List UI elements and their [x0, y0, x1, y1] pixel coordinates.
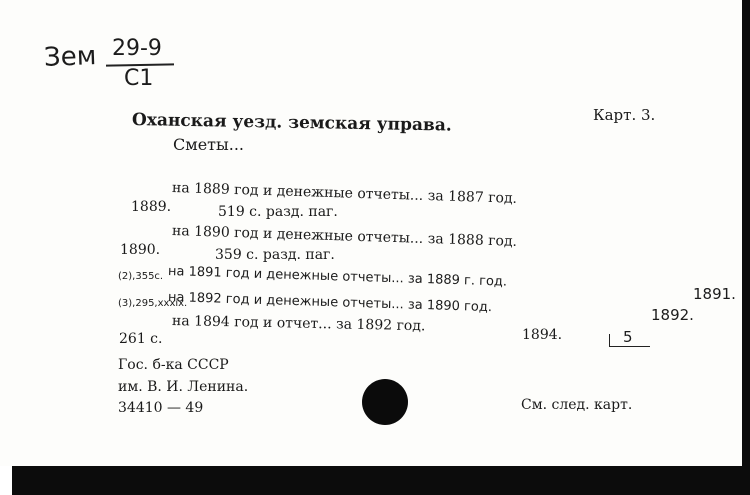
box-number: 5	[623, 328, 633, 346]
shelfmark-prefix: Зем	[43, 41, 97, 73]
library-line: Гос. б-ка СССР	[118, 357, 229, 373]
scan-border-bottom	[12, 466, 750, 495]
entry-pages: 359 с. разд. паг.	[215, 247, 335, 263]
card-subtitle: Сметы...	[173, 135, 244, 154]
entry-year: 1890.	[120, 242, 161, 258]
card-title: Оханская уезд. земская управа.	[131, 110, 452, 136]
entry-pages: 519 с. разд. паг.	[218, 204, 338, 220]
card-number: Карт. 3.	[593, 106, 656, 124]
library-line: 34410 — 49	[118, 400, 204, 416]
handwritten-prefix: (2),355с.	[118, 271, 164, 282]
library-line: им. В. И. Ленина.	[118, 379, 249, 395]
scan-border-right	[742, 0, 750, 495]
shelfmark-numerator: 29-9	[112, 36, 162, 61]
entry-line: на 1890 год и денежные отчеты... за 1888 год.	[171, 223, 518, 250]
handwritten-entry-line: на 1892 год и денежные отчеты... за 1890 год.	[167, 290, 493, 316]
entry-year: 1894.	[522, 327, 563, 343]
handwritten-prefix: (3),295,xxxix.	[118, 298, 188, 309]
punch-hole	[362, 379, 408, 425]
handwritten-entry-year: 1892.	[651, 306, 694, 324]
entry-line: на 1889 год и денежные отчеты... за 1887 год.	[171, 180, 518, 207]
handwritten-entry-line: на 1891 год и денежные отчеты... за 1889 г. год.	[167, 264, 508, 290]
handwritten-entry-year: 1891.	[693, 285, 736, 303]
entry-line: на 1894 год и отчет... за 1892 год.	[171, 313, 426, 335]
entry-pages: 261 с.	[119, 331, 163, 347]
see-next-card: См. след. карт.	[521, 397, 633, 413]
entry-year: 1889.	[131, 199, 172, 215]
shelfmark-denominator: C1	[124, 66, 154, 91]
